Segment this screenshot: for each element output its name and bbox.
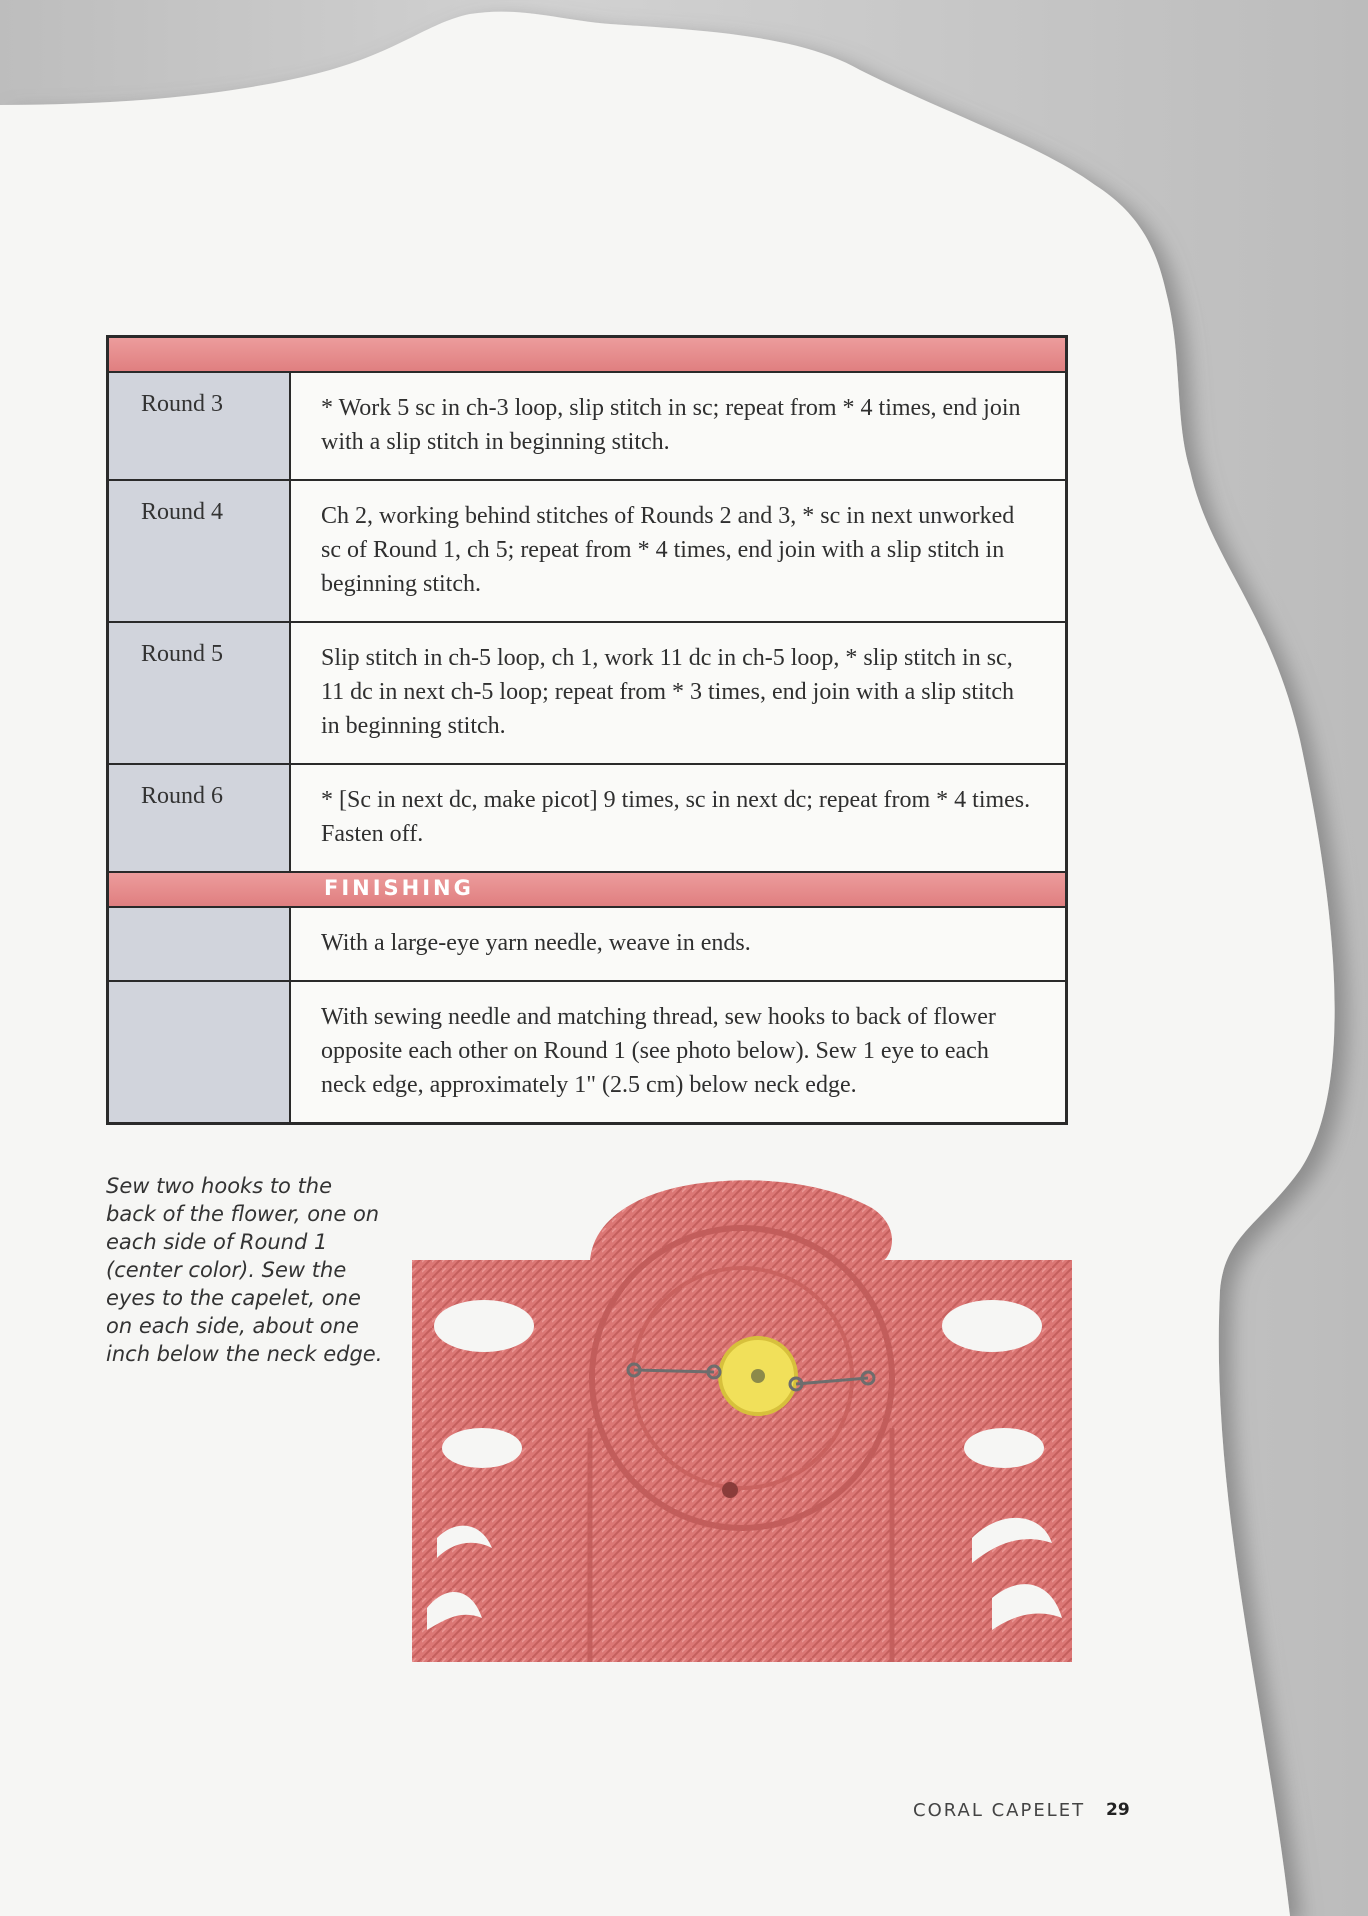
band-hole bbox=[942, 1300, 1042, 1352]
table-row bbox=[109, 982, 1065, 1122]
row-text: Ch 2, working behind stitches of Rounds 2 and 3, * sc in next unworked sc of Round 1, ch 5; repeat from * 4 times, end join with a slip stitch in beginning stitch. bbox=[321, 503, 1015, 597]
finishing-title: FINISHING bbox=[324, 876, 474, 900]
row-text: With sewing needle and matching thread, sew hooks to back of flower opposite each other on Round 1 (see photo below). Sew 1 eye to each neck edge, approximately 1" (2.5 cm) below neck edge. bbox=[321, 1004, 996, 1098]
band-hole bbox=[434, 1300, 534, 1352]
band-hole bbox=[964, 1428, 1044, 1468]
row-text: * Work 5 sc in ch-3 loop, slip stitch in sc; repeat from * 4 times, end join with a slip stitch in beginning stitch. bbox=[321, 395, 1021, 455]
footer-title: CORAL CAPELET bbox=[913, 1800, 1086, 1821]
photo-caption: Sew two hooks to the back of the flower, one on each side of Round 1 (center color). Sew the eyes to the capelet, one on each side, about one inch below the neck edge. bbox=[106, 1174, 383, 1366]
row-label: Round 3 bbox=[109, 373, 291, 479]
table-row bbox=[109, 623, 1065, 765]
table-row bbox=[109, 765, 1065, 871]
row-label: Round 4 bbox=[109, 481, 291, 621]
table-row bbox=[109, 373, 1065, 481]
row-text: * [Sc in next dc, make picot] 9 times, sc in next dc; repeat from * 4 times. Fasten off. bbox=[321, 787, 1031, 847]
row-label bbox=[109, 982, 291, 1122]
row-text: Slip stitch in ch-5 loop, ch 1, work 11 dc in ch-5 loop, * slip stitch in sc, 11 dc in next ch-5 loop; repeat from * 3 times, end join with a slip stitch in beginning stitch. bbox=[321, 645, 1014, 739]
band-hole bbox=[442, 1428, 522, 1468]
row-text: With a large-eye yarn needle, weave in ends. bbox=[321, 930, 751, 956]
table-row bbox=[109, 481, 1065, 623]
finishing-bar bbox=[109, 871, 1065, 908]
header-bar bbox=[109, 338, 1065, 373]
table-row bbox=[109, 908, 1065, 982]
row-label bbox=[109, 908, 291, 980]
instructions-table bbox=[106, 335, 1068, 1125]
row-label: Round 6 bbox=[109, 765, 291, 871]
page-number: 29 bbox=[1106, 1800, 1130, 1820]
row-label: Round 5 bbox=[109, 623, 291, 763]
crochet-photo bbox=[412, 1178, 1072, 1662]
